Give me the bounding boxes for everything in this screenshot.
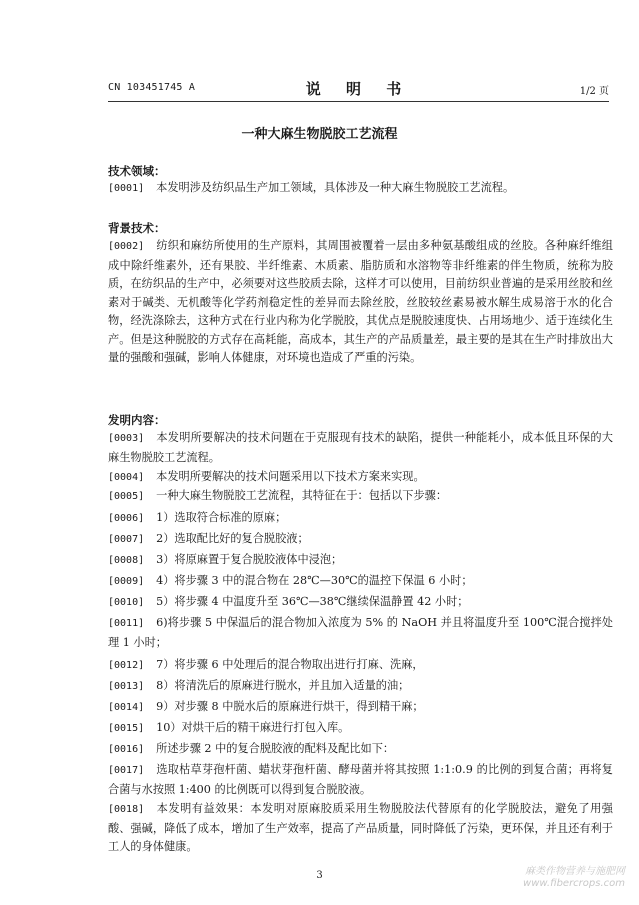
paragraph-0017: [108, 761, 613, 799]
patent-number: CN 103451745 A: [108, 82, 196, 93]
paragraph-text: 1）选取符合标准的原麻；: [156, 511, 287, 524]
paragraph-0003: [108, 429, 613, 467]
paragraph-0013: [108, 677, 613, 697]
paragraph-number: [0003]: [108, 433, 145, 444]
paragraph-text: 7）将步骤 6 中处理后的混合物取出进行打麻、洗麻，: [156, 658, 424, 671]
document-header: [108, 78, 609, 98]
paragraph-0011: [108, 614, 613, 652]
paragraph-0014: [108, 698, 613, 718]
paragraph-0005: [108, 487, 613, 507]
section-heading-field: 技术领域：: [108, 164, 166, 178]
paragraph-text: 8）将清洗后的原麻进行脱水，并且加入适量的油；: [156, 679, 410, 692]
paragraph-text: 本发明所要解决的技术问题在于克服现有技术的缺陷，提供一种能耗小，成本低且环保的大麻生物脱胶工艺流程。: [108, 431, 613, 464]
paragraph-number: [0017]: [108, 765, 145, 776]
paragraph-0008: [108, 551, 613, 571]
paragraph-0002: [108, 237, 613, 368]
watermark-title: 麻类作物营养与施肥网: [525, 866, 625, 877]
paragraph-text: 5）将步骤 4 中温度升至 36℃—38℃继续保温静置 42 小时；: [156, 595, 469, 608]
section-heading-background: 背景技术：: [108, 221, 166, 235]
paragraph-number: [0002]: [108, 241, 145, 252]
paragraph-0009: [108, 572, 613, 592]
paragraph-number: [0013]: [108, 681, 145, 692]
paragraph-text: 4）将步骤 3 中的混合物在 28℃—30℃的温控下保温 6 小时；: [156, 574, 473, 587]
paragraph-number: [0014]: [108, 702, 145, 713]
paragraph-number: [0005]: [108, 491, 145, 502]
paragraph-text: 纺织和麻纺所使用的生产原料，其周围被覆着一层由多种氨基酸组成的丝胶。各种麻纤维组成中除纤维素外，还有果胶、半纤维素、木质素、脂肪质和水溶物等非纤维素的伴生物质，统称为胶质，在纺织品的生产中，必须要对这些胶质去除，这样才可以使用，目前纺织业普遍的是采用丝胶和丝素对于碱类、无机酸等化学药剂稳定性的差异而去除丝胶，丝胶较丝素易被水解生成易溶于水的化合物，经洗涤除去，这种方式在行业内称为化学脱胶，其优点是脱胶速度快、占用场地少、适于连续化生产。但是这种脱胶的方式存在高耗能，高成本，其生产的产品质量差，最主要的是其在生产时排放出大量的强酸和强碱，影响人体健康，对环境也造成了严重的污染。: [108, 239, 613, 364]
section-heading-invention: 发明内容：: [108, 413, 166, 427]
paragraph-number: [0015]: [108, 723, 145, 734]
paragraph-0010: [108, 593, 613, 613]
paragraph-text: 本发明涉及纺织品生产加工领域，具体涉及一种大麻生物脱胶工艺流程。: [156, 181, 515, 194]
paragraph-number: [0008]: [108, 555, 145, 566]
document-type: 说 明 书: [305, 80, 412, 98]
paragraph-text: 10）对烘干后的精干麻进行打包入库。: [156, 721, 350, 734]
paragraph-text: 3）将原麻置于复合脱胶液体中浸泡；: [156, 553, 343, 566]
paragraph-number: [0010]: [108, 597, 145, 608]
paragraph-number: [0011]: [108, 618, 145, 629]
paragraph-number: [0007]: [108, 534, 145, 545]
paragraph-0015: [108, 719, 613, 739]
page-indicator: 1/2 页: [579, 86, 609, 97]
document-title: 一种大麻生物脱胶工艺流程: [241, 127, 398, 142]
paragraph-text: 9）对步骤 8 中脱水后的原麻进行烘干，得到精干麻；: [156, 700, 424, 713]
paragraph-0012: [108, 656, 613, 676]
paragraph-text: 本发明有益效果：本发明对原麻胶质采用生物脱胶法代替原有的化学脱胶法，避免了用强酸、强碱，降低了成本，增加了生产效率，提高了产品质量，同时降低了污染，更环保，并且还有利于工人的身体健康。: [108, 802, 613, 853]
page-number: 3: [316, 870, 323, 881]
header-rule: [108, 101, 609, 102]
paragraph-number: [0016]: [108, 744, 145, 755]
paragraph-number: [0018]: [108, 804, 145, 815]
watermark-url: www.fibercrops.com: [523, 878, 625, 889]
paragraph-number: [0004]: [108, 472, 145, 483]
paragraph-0006: [108, 509, 613, 529]
paragraph-number: [0006]: [108, 513, 145, 524]
paragraph-text: 所述步骤 2 中的复合脱胶液的配料及配比如下：: [156, 742, 395, 755]
paragraph-text: 本发明所要解决的技术问题采用以下技术方案来实现。: [156, 470, 425, 483]
paragraph-text: 选取枯草芽孢杆菌、蜡状芽孢杆菌、酵母菌并将其按照 1:1:0.9 的比例的到复合菌；再将复合菌与水按照 1:400 的比例既可以得到复合脱胶液。: [108, 763, 613, 796]
paragraph-number: [0012]: [108, 660, 145, 671]
paragraph-text: 2）选取配比好的复合脱胶液；: [156, 532, 309, 545]
watermark: [523, 866, 625, 890]
paragraph-0001: [108, 179, 613, 199]
paragraph-number: [0009]: [108, 576, 145, 587]
paragraph-0004: [108, 468, 613, 488]
paragraph-number: [0001]: [108, 183, 145, 194]
paragraph-0007: [108, 530, 613, 550]
paragraph-text: 一种大麻生物脱胶工艺流程，其特征在于：包括以下步骤：: [156, 489, 448, 502]
paragraph-0016: [108, 740, 613, 760]
paragraph-text: 6)将步骤 5 中保温后的混合物加入浓度为 5% 的 NaOH 并且将温度升至 100℃混合搅拌处理 1 小时；: [108, 616, 613, 649]
paragraph-0018: [108, 800, 613, 857]
